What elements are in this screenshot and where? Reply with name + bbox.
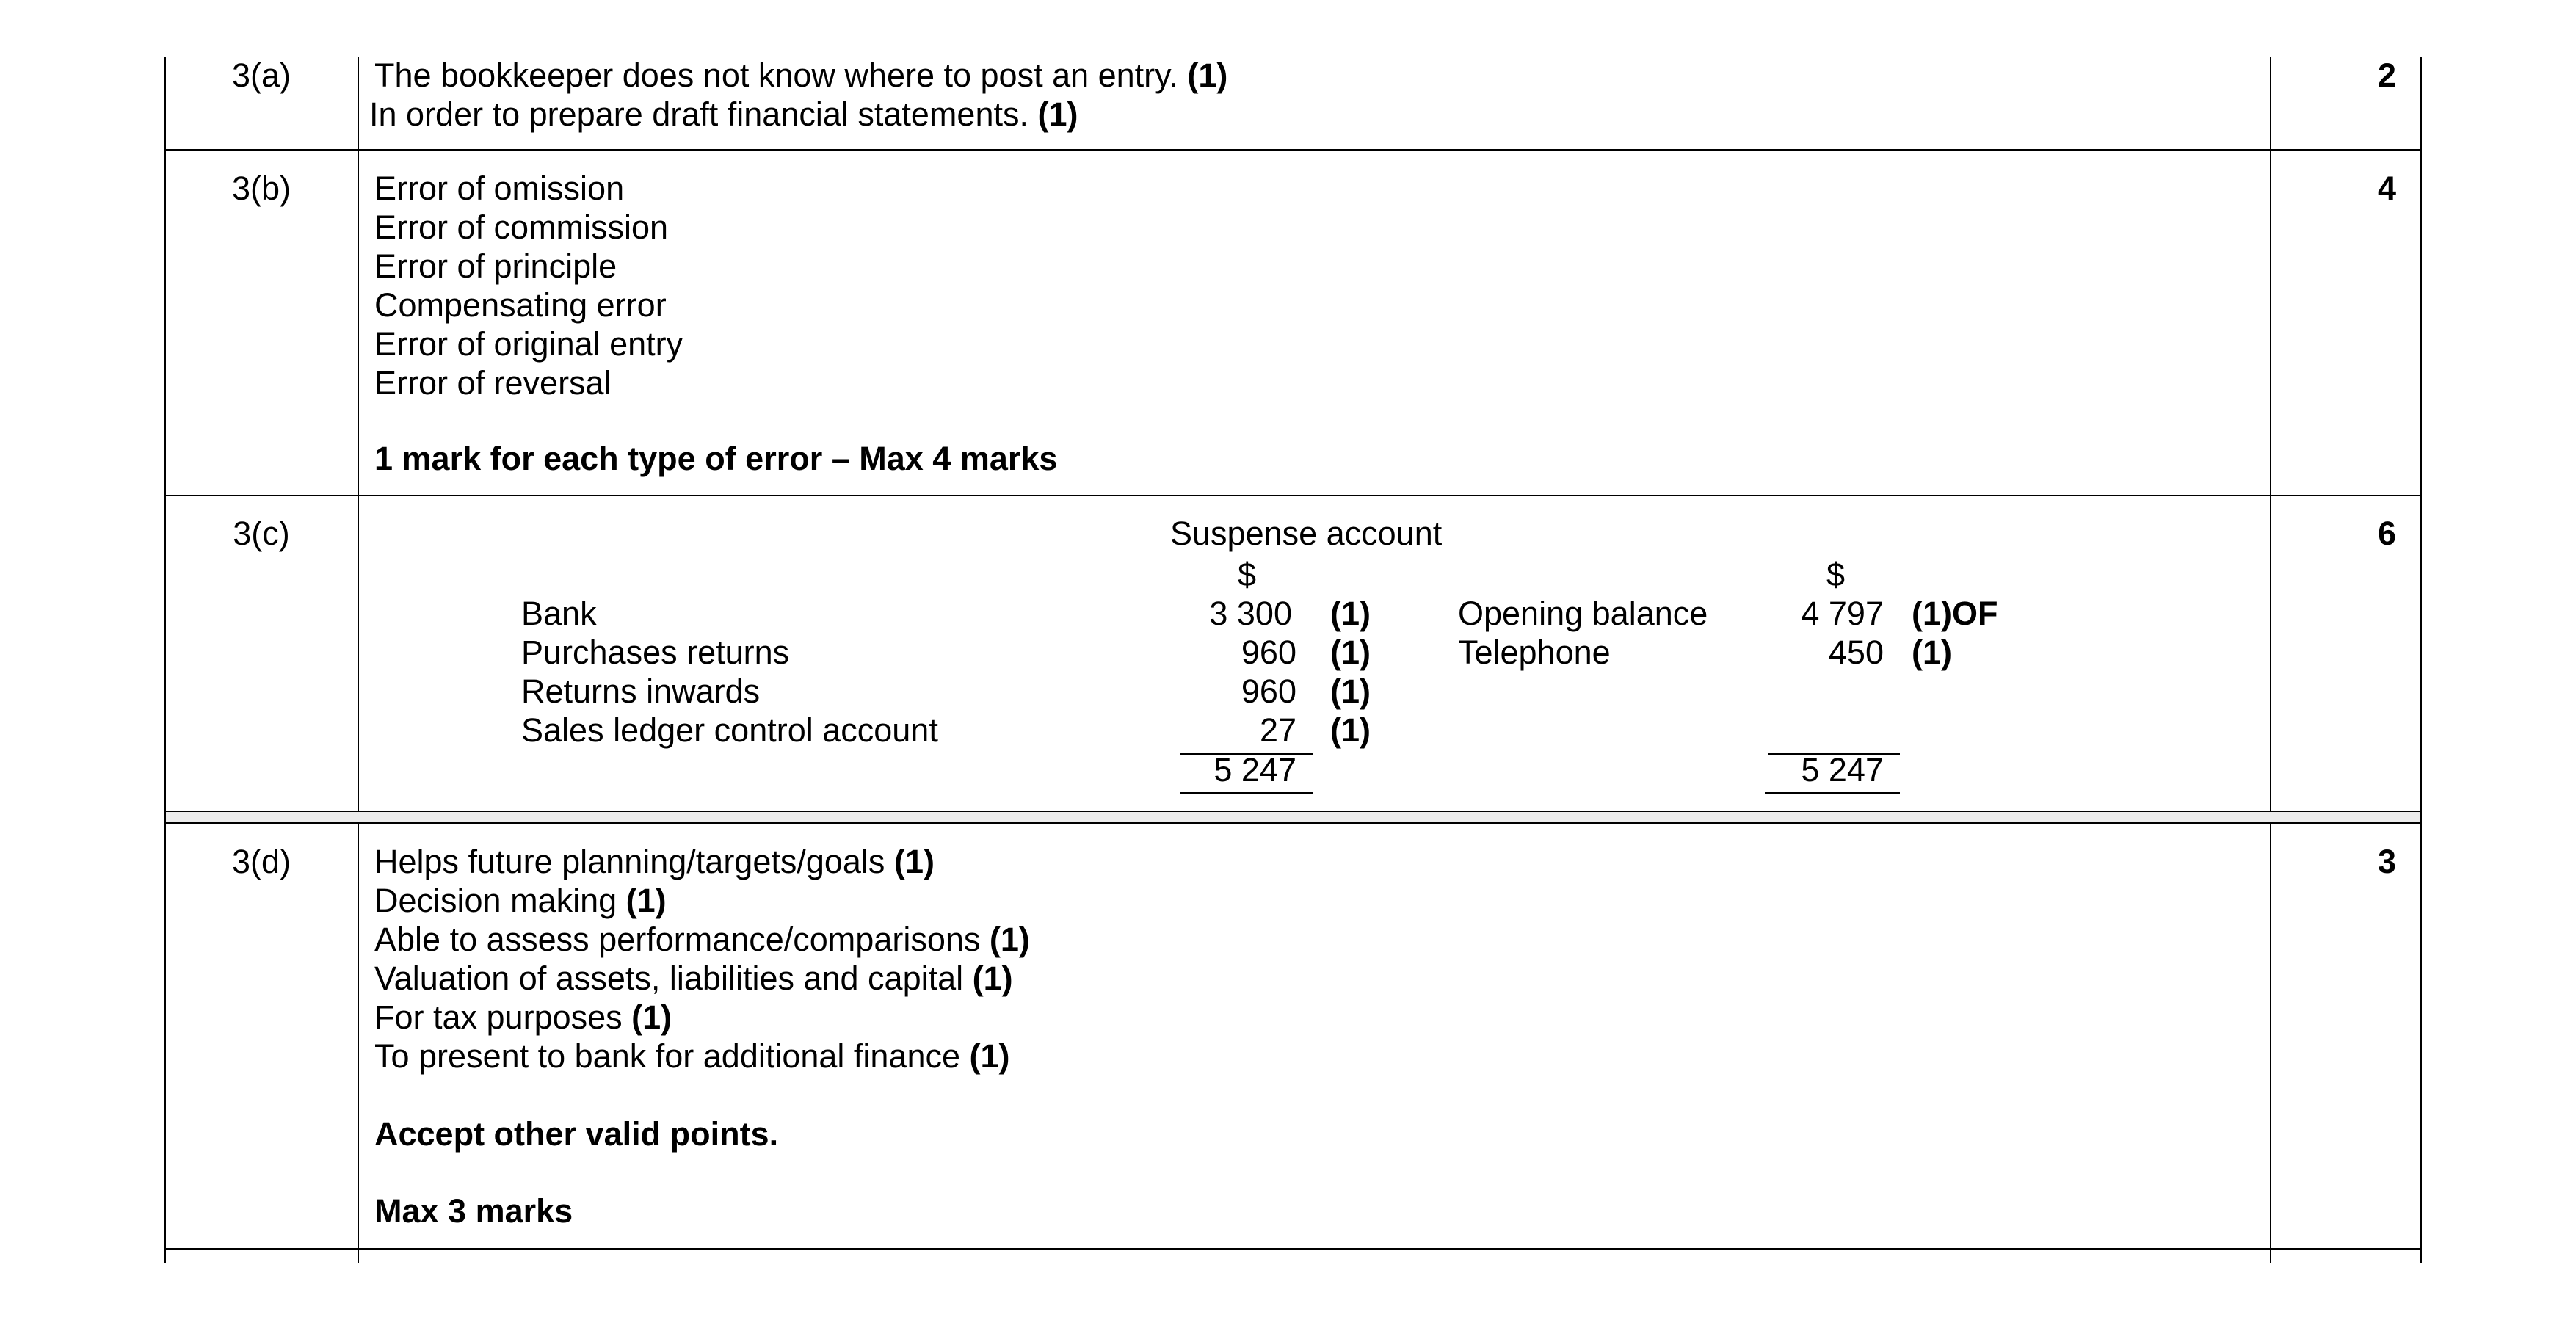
answer-line xyxy=(374,56,1227,95)
marks-total: 2 xyxy=(2377,57,2396,94)
answer-text: Valuation of assets, liabilities and capital xyxy=(374,960,964,997)
debit-entry-label: Returns inwards xyxy=(521,672,761,710)
marks-total: 4 xyxy=(2377,170,2396,207)
mark-label: (1) xyxy=(1330,634,1371,671)
question-number: 3(b) xyxy=(231,170,291,207)
marks-total: 6 xyxy=(2377,515,2396,552)
question-number: 3(c) xyxy=(233,515,290,552)
marking-note: 1 mark for each type of error – Max 4 marks xyxy=(374,440,1058,477)
debit-entry-amount: 960 xyxy=(1241,672,1296,710)
row-divider-d xyxy=(164,1248,2422,1250)
mark-label: (1) xyxy=(972,960,1013,997)
credit-entry-label: Opening balance xyxy=(1458,595,1708,632)
row-gap xyxy=(166,812,2420,822)
question-number: 3(a) xyxy=(231,57,291,94)
debit-total: 5 247 xyxy=(1213,751,1296,788)
answer-text: Able to assess performance/comparisons xyxy=(374,921,981,958)
error-type: Error of reversal xyxy=(374,364,612,402)
debit-entry-amount: 27 xyxy=(1259,711,1296,749)
answer-line xyxy=(374,1037,1010,1076)
debit-entry-label: Purchases returns xyxy=(521,634,790,671)
grid-line-col2 xyxy=(2270,57,2271,1263)
mark-label: (1) xyxy=(1330,595,1371,632)
credit-total: 5 247 xyxy=(1801,751,1884,788)
error-type: Error of omission xyxy=(374,170,625,207)
row-divider-a xyxy=(164,149,2422,151)
mark-label: (1) xyxy=(1187,57,1228,94)
max-marks-note: Max 3 marks xyxy=(374,1192,573,1230)
mark-label: (1) xyxy=(631,998,672,1036)
debit-entry-amount: 960 xyxy=(1241,634,1296,671)
currency-credit: $ xyxy=(1826,556,1846,593)
credit-entry-amount: 4 797 xyxy=(1801,595,1884,632)
credit-entry-amount: 450 xyxy=(1828,634,1884,671)
answer-line xyxy=(374,998,672,1037)
answer-text: Helps future planning/targets/goals xyxy=(374,843,885,880)
answer-text: Decision making xyxy=(374,882,617,919)
mark-label: (1) xyxy=(1330,711,1371,749)
answer-text: To present to bank for additional finance xyxy=(374,1037,961,1075)
mark-label: (1) xyxy=(1037,95,1078,133)
mark-label: (1) xyxy=(893,843,935,880)
debit-total-bottom-rule xyxy=(1180,792,1313,794)
row-divider-c-top xyxy=(164,811,2422,812)
answer-line xyxy=(374,920,1030,959)
mark-label: (1) xyxy=(969,1037,1010,1075)
credit-total-bottom-rule xyxy=(1765,792,1900,794)
error-type: Error of commission xyxy=(374,208,669,246)
marks-total: 3 xyxy=(2377,843,2396,880)
grid-line-col1 xyxy=(358,57,359,1263)
answer-text: In order to prepare draft financial statements. xyxy=(369,95,1028,133)
mark-label: (1) xyxy=(989,921,1030,958)
answer-line xyxy=(374,842,935,881)
answer-line xyxy=(374,959,1013,998)
grid-line-left xyxy=(164,57,166,1263)
mark-label: (1) xyxy=(625,882,667,919)
answer-line xyxy=(369,95,1078,134)
row-divider-b xyxy=(164,495,2422,496)
row-divider-c-bottom xyxy=(164,822,2422,824)
answer-text: The bookkeeper does not know where to post an entry. xyxy=(374,57,1178,94)
debit-entry-label: Sales ledger control account xyxy=(521,711,938,749)
mark-label: (1)OF xyxy=(1912,595,1998,632)
grid-line-right xyxy=(2420,57,2422,1263)
mark-label: (1) xyxy=(1330,672,1371,710)
debit-entry-amount: 3 300 xyxy=(1209,595,1292,632)
marking-note: Accept other valid points. xyxy=(374,1115,779,1153)
answer-line xyxy=(374,881,667,920)
error-type: Error of principle xyxy=(374,247,617,285)
credit-entry-label: Telephone xyxy=(1458,634,1611,671)
debit-entry-label: Bank xyxy=(521,595,597,632)
answer-text: For tax purposes xyxy=(374,998,623,1036)
question-number: 3(d) xyxy=(231,843,291,880)
error-type: Error of original entry xyxy=(374,325,683,363)
error-type: Compensating error xyxy=(374,286,667,324)
account-title: Suspense account xyxy=(1170,515,1443,552)
currency-debit: $ xyxy=(1238,556,1257,593)
mark-label: (1) xyxy=(1912,634,1952,671)
